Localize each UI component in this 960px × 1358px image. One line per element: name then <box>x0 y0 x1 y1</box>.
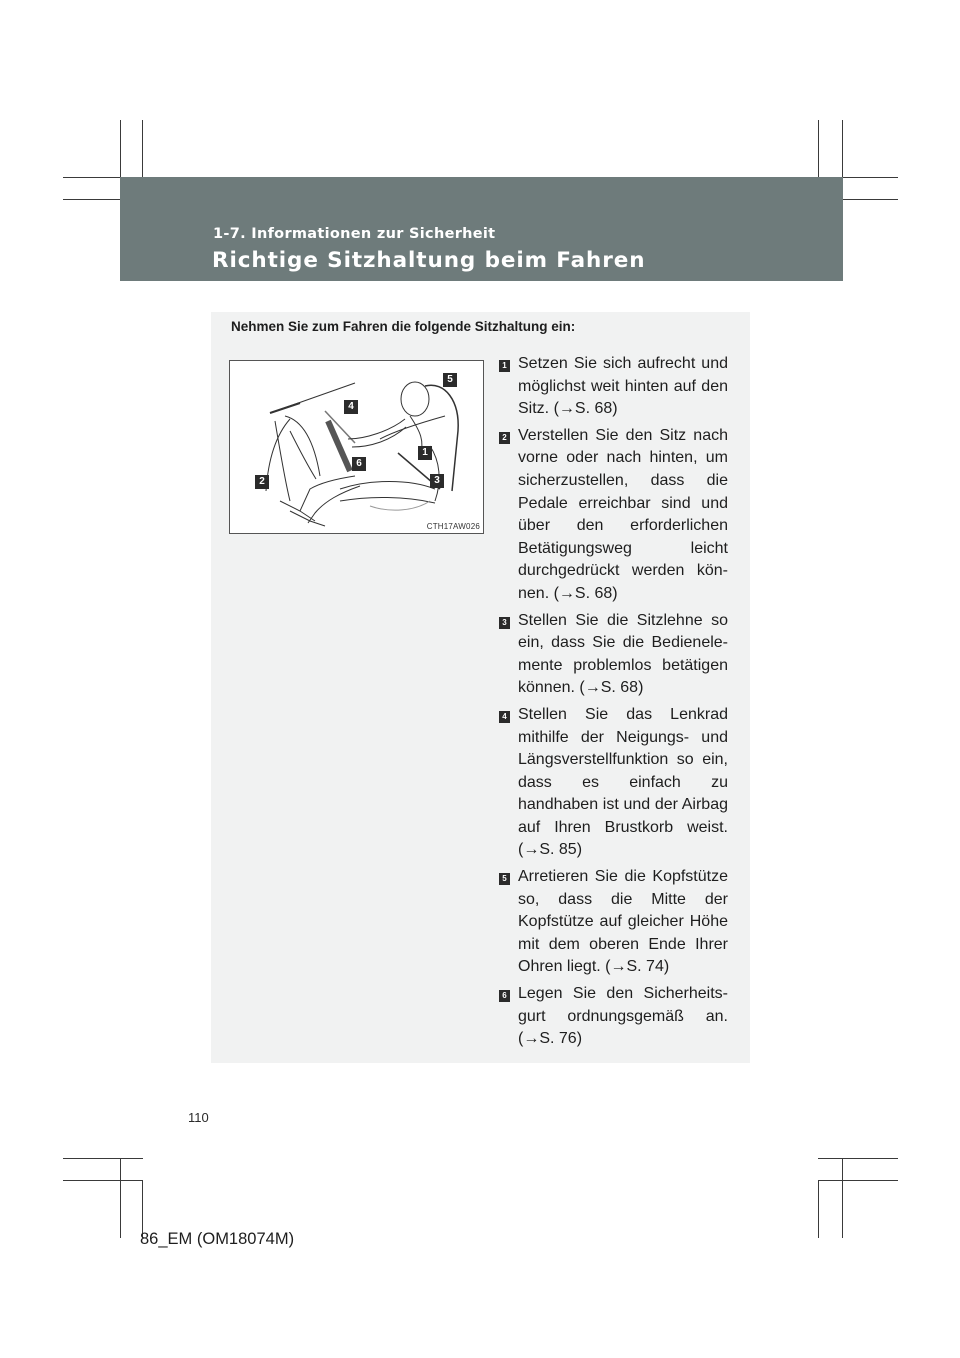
callout-badge: 1 <box>418 446 432 460</box>
crop-mark <box>63 1180 143 1181</box>
callout-badge: 3 <box>430 474 444 488</box>
list-item <box>499 704 728 862</box>
callout-badge: 4 <box>344 400 358 414</box>
list-item <box>499 610 728 700</box>
crop-mark <box>63 1158 143 1159</box>
step-number-badge: 6 <box>499 990 510 1002</box>
document-code: 86_EM (OM18074M) <box>140 1230 295 1248</box>
step-text: Stellen Sie die Sitzlehne so ein, dass Sie die Bedienelemente problemlos betätigen können. (→S. 68) <box>518 611 728 697</box>
step-text: Legen Sie den Sicherheitsgurt ordnungsgemäß an. (→S. 76) <box>518 985 728 1048</box>
intro-text: Nehmen Sie zum Fahren die folgende Sitzhaltung ein: <box>231 319 576 334</box>
callout-badge: 5 <box>443 373 457 387</box>
step-number-badge: 3 <box>499 617 510 629</box>
callout-badge: 2 <box>255 475 269 489</box>
callout-badge: 6 <box>352 457 366 471</box>
crop-mark <box>818 1180 819 1238</box>
step-text: Setzen Sie sich aufrecht und möglichst weit hinten auf den Sitz. (→S. 68) <box>518 355 728 418</box>
section-label: 1-7. Informationen zur Sicherheit <box>213 226 496 242</box>
step-number-badge: 4 <box>499 711 510 723</box>
page-title: Richtige Sitzhaltung beim Fahren <box>212 248 646 273</box>
crop-mark <box>120 1158 121 1238</box>
step-number-badge: 1 <box>499 360 510 372</box>
crop-mark <box>842 1158 843 1238</box>
step-text: Arretieren Sie die Kopfstütze so, dass die Mitte der Kopfstütze auf gleicher Höhe mit dem oberen Ende Ihrer Ohren liegt. (→S. 74) <box>518 868 728 976</box>
step-text: Stellen Sie das Lenkrad mithilfe der Neigungs- und Längsverstellfunktion so ein, dass es einfach zu handhaben ist und der Airbag auf Ihren Brustkorb weist. (→S. 85) <box>518 705 728 859</box>
list-item <box>499 353 728 421</box>
crop-mark <box>818 1180 898 1181</box>
step-number-badge: 2 <box>499 432 510 444</box>
list-item <box>499 983 728 1051</box>
step-text: Verstellen Sie den Sitz nach vorne oder nach hinten, um sicherzustellen, dass die Pedale erreichbar sind und über den erforderlichen Betätigungsweg leicht durchgedrückt werden können. (→S. 68) <box>518 426 728 602</box>
seating-position-illustration <box>229 360 484 534</box>
steps-list <box>499 353 728 1055</box>
step-number-badge: 5 <box>499 873 510 885</box>
list-item <box>499 866 728 979</box>
page-number: 110 <box>188 1110 209 1125</box>
crop-mark <box>818 1158 898 1159</box>
figure-code: CTH17AW026 <box>426 522 480 531</box>
list-item <box>499 425 728 606</box>
